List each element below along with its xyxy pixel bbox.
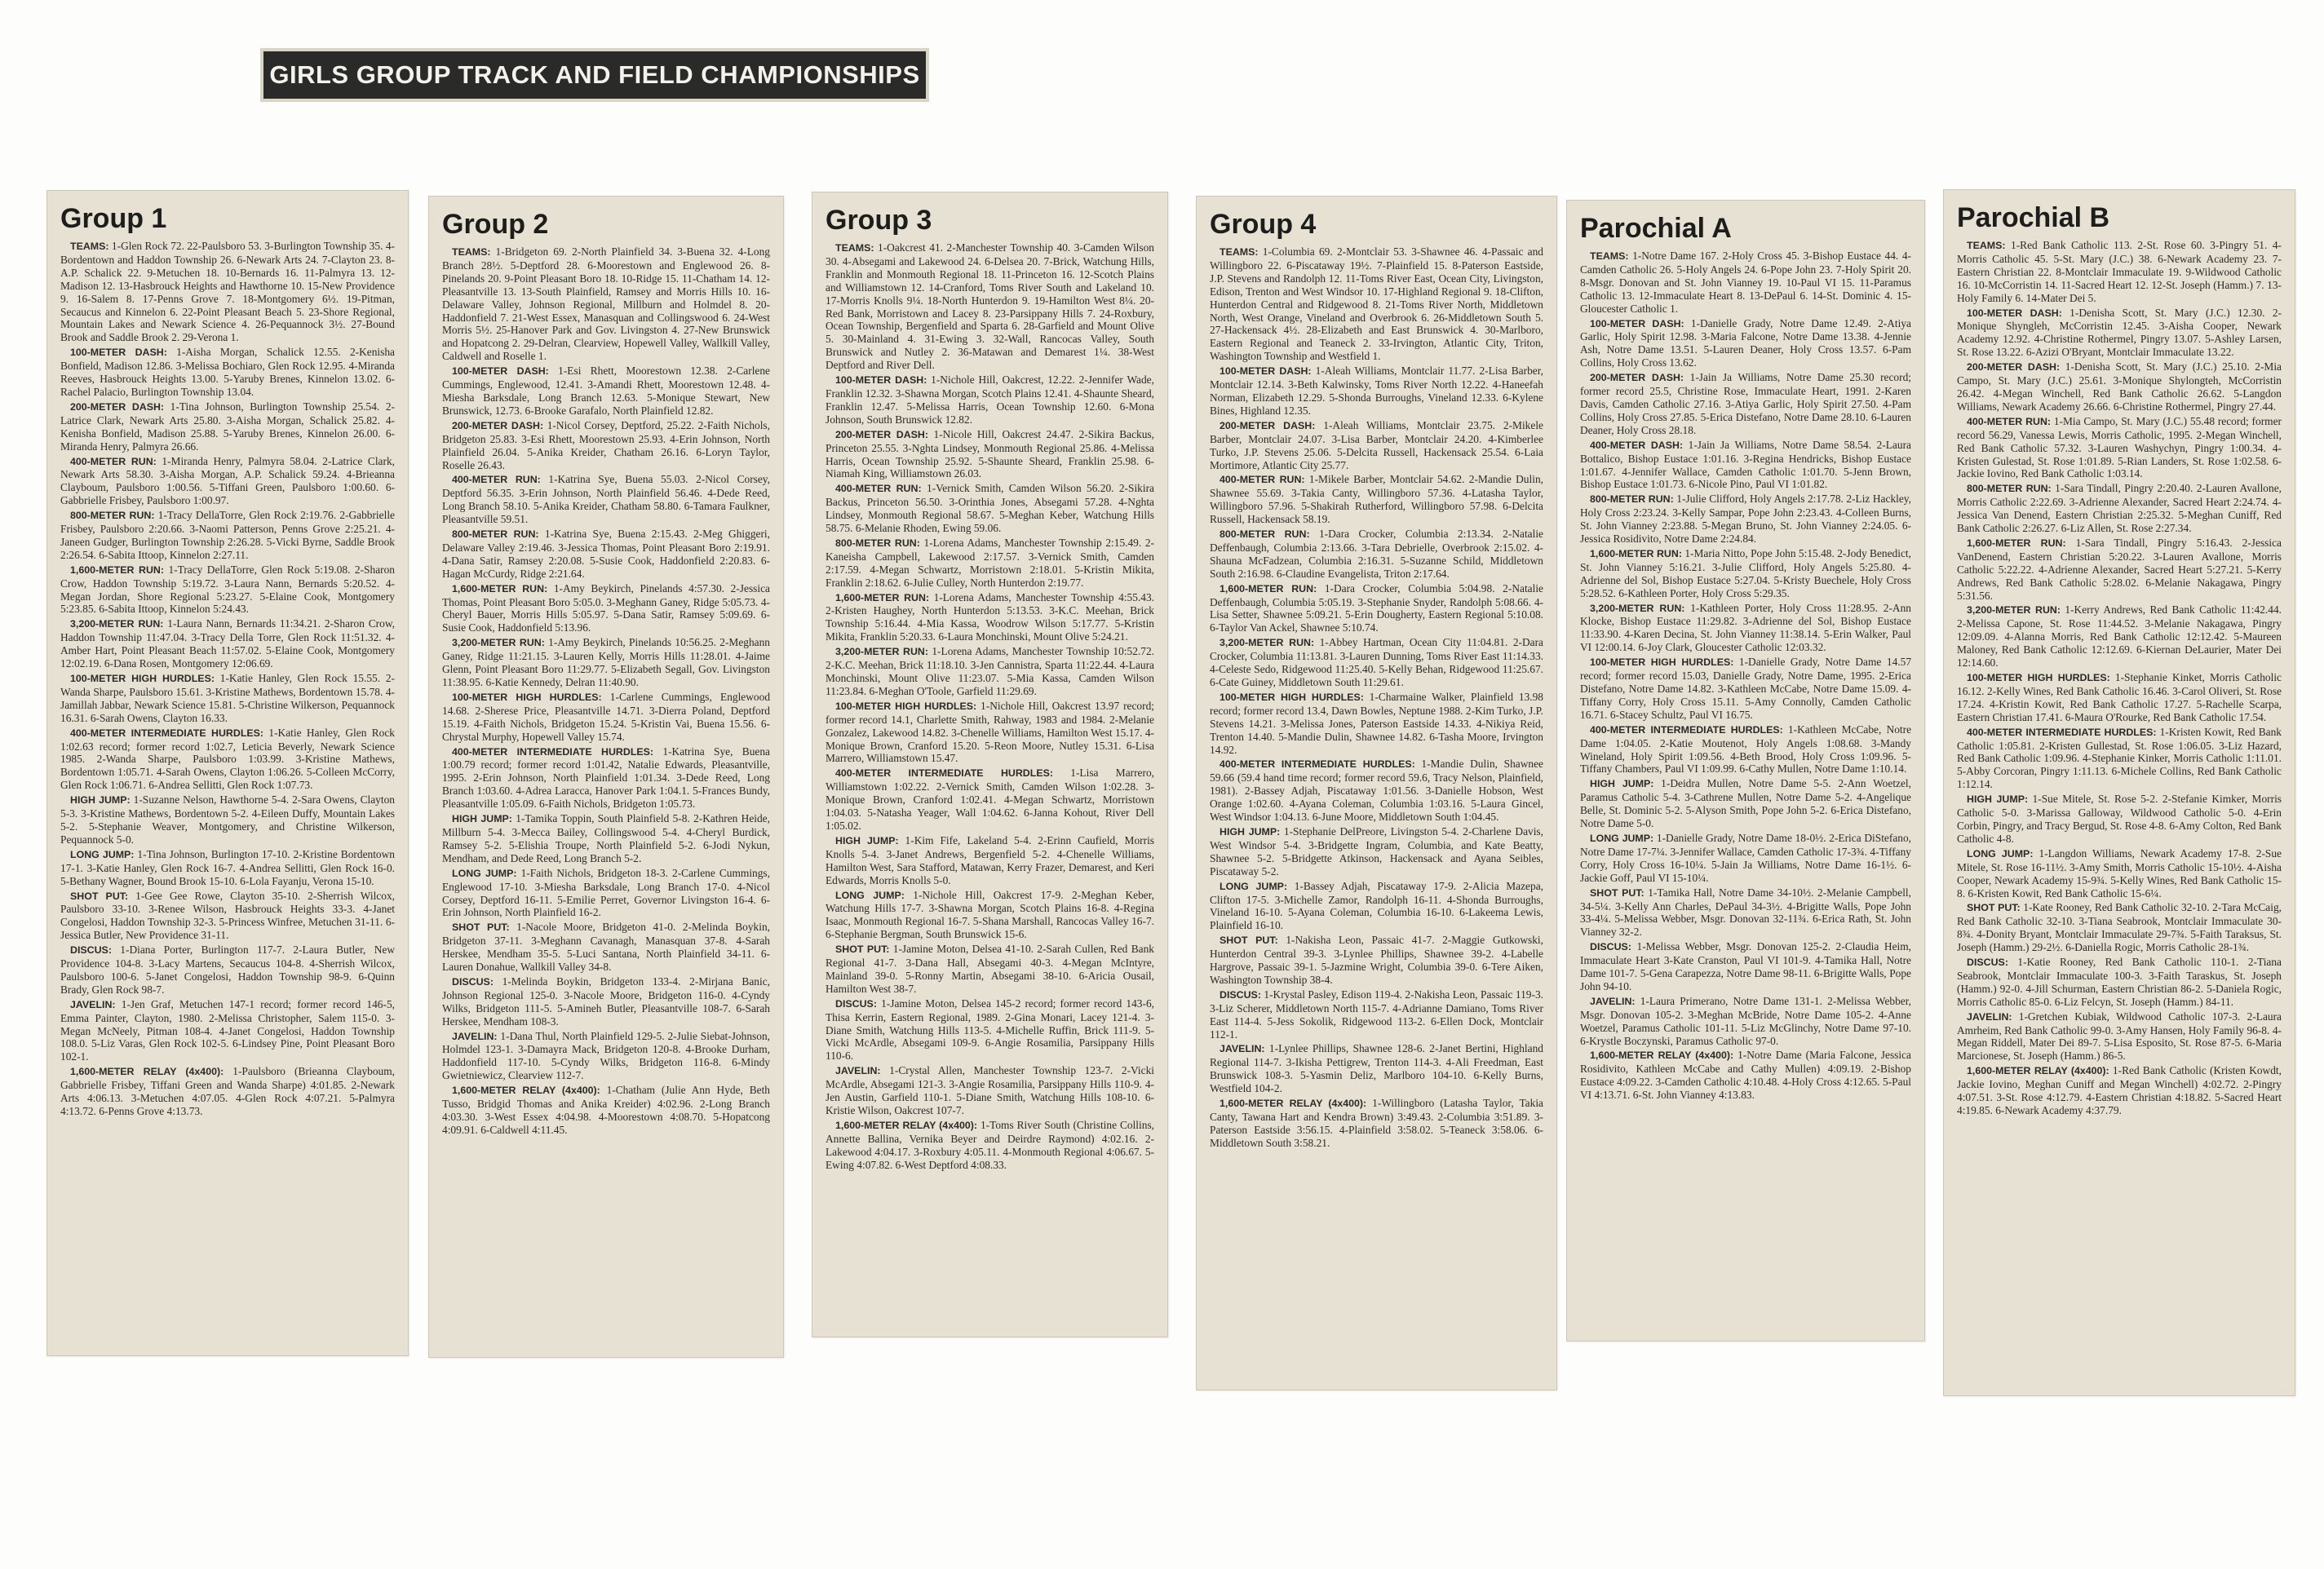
event-results-text: 1-Nicol Corsey, Deptford, 25.22. 2-Faith Nichols, Bridgeton 25.83. 3-Esi Rhett, Moorestown 25.93. 4-Erin Johnson, North Plainfield 26.04. 5-Anika Kreider, Chatham 26.16. 6-Loryn Taylor, Roselle 26.43. bbox=[442, 418, 770, 471]
event-name: 3,200-METER RUN: bbox=[835, 646, 928, 658]
event-name: LONG JUMP: bbox=[1590, 832, 1654, 844]
results-column-group-1 bbox=[46, 190, 409, 1356]
event-result bbox=[826, 482, 1154, 535]
event-results-text: 1-Langdon Williams, Newark Academy 17-8. 2-Sue Mitele, St. Rose 16-11½. 3-Amy Smith, Morris Catholic 15-10½. 4-Aisha Cooper, Newark Academy 15-9¾. 5-Kelly Wines, Red Bank Catholic 15-8. 6-Kristen Kowit, Red Bank Catholic 15-6¼. bbox=[1957, 846, 2282, 899]
event-results-text: 1-Sara Tindall, Pingry 5:16.43. 2-Jessica VanDenend, Eastern Christian 5:20.22. 3-Lauren Avallone, Morris Catholic 5:22.22. 4-Adrienne Alexander, Sacred Heart 5:27.21. 5-Kerry Andrews, Red Bank Catholic 5:28.02. 6-Melanie Nakagawa, Pingry 5:31.56. bbox=[1957, 536, 2282, 602]
event-results-text: 1-Toms River South (Christine Collins, Annette Ballina, Vernika Beyer and Deirdre Raymond) 4:02.16. 2-Lakewood 4:04.17. 3-Roxbury 4:05.11. 4-Monmouth Regional 4:06.67. 5-Ewing 4:07.82. 6-West Deptford 4:08.33. bbox=[826, 1118, 1155, 1171]
event-name: 1,600-METER RELAY (4x400): bbox=[835, 1119, 978, 1131]
event-name: 400-METER RUN: bbox=[835, 483, 922, 495]
event-name: 1,600-METER RELAY (4x400): bbox=[70, 1066, 224, 1078]
event-result bbox=[442, 812, 770, 865]
event-result bbox=[60, 890, 395, 943]
event-result bbox=[60, 564, 395, 617]
event-result bbox=[60, 346, 395, 399]
event-result bbox=[826, 834, 1154, 887]
event-name: 400-METER DASH: bbox=[1590, 439, 1684, 451]
event-results-text: 1-Lisa Marrero, Williamstown 1:02.22. 2-Vernick Smith, Camden Wilson 1:02.28. 3-Monique Brown, Cranford 1:02.41. 4-Megan Schwartz, Morristown 1:04.03. 5-Natasha Yeager, Wall 1:04.62. 6-Janna Kohout, River Dell 1:05.02. bbox=[826, 767, 1155, 832]
event-results-text: 1-Katie Hanley, Glen Rock 15.55. 2-Wanda Sharpe, Paulsboro 15.61. 3-Kristine Mathews, Bordentown 15.78. 4-Jamillah Jabbar, Newark Science 15.81. 5-Christine Wilkerson, Pequannock 16.31. 6-Sarah Owens, Clayton 16.33. bbox=[60, 672, 396, 724]
event-result bbox=[1580, 995, 1911, 1048]
event-results-text: 1-Jamine Moton, Delsea 145-2 record; former record 143-6, Thisa Kerrin, Eastern Regional, 1989. 2-Gina Monari, Lacey 121-4. 3-Diane Smith, Watchung Hills 113-5. 4-Michelle Ruffin, Brick 111-9. 5-Vicki McArdle, Absegami 109-9. 6-Angie Rosamilia, Parsippany Hills 110-6. bbox=[826, 997, 1154, 1063]
event-name: DISCUS: bbox=[452, 975, 494, 988]
event-results-text: 1-Kristen Kowit, Red Bank Catholic 1:05.81. 2-Kristen Gullestad, St. Rose 1:06.05. 3-Liz Hazard, Red Bank Catholic 1:09.96. 4-Stephanie Kinker, Morris Catholic 1:11.01. 5-Abby Corcoran, Pingry 1:11.13. 6-Michele Collins, Red Bank Catholic 1:12.14. bbox=[1957, 725, 2282, 791]
event-results-text: 1-Laura Nann, Bernards 11:34.21. 2-Sharon Crow, Haddon Township 11:47.04. 3-Tracy Della Torre, Glen Rock 11:51.32. 4-Amber Hart, Point Pleasant Beach 11:57.02. 5-Elaine Cook, Montgomery 12:02.19. 6-Dana Rosen, Montgomery 12:06.69. bbox=[60, 617, 395, 670]
event-results-text: 1-Krystal Pasley, Edison 119-4. 2-Nakisha Leon, Passaic 119-3. 3-Liz Scherer, Middletown North 115-7. 4-Adrianne Damiano, Toms River East 114-4. 5-Jess Sokolik, Ridgewood 113-2. 6-Ellen Dock, Montclair 112-1. bbox=[1210, 988, 1543, 1041]
event-result bbox=[60, 848, 395, 888]
event-result bbox=[1210, 758, 1543, 824]
event-results-text: 1-Tracy DellaTorre, Glen Rock 5:19.08. 2-Sharon Crow, Haddon Township 5:19.72. 3-Laura Nann, Bernards 5:20.52. 4-Megan Jordan, Shore Regional 5:23.27. 5-Elaine Cook, Montgomery 5:23.85. 6-Sabita Ittoop, Kinnelon 5:24.43. bbox=[60, 563, 395, 616]
event-result bbox=[442, 365, 770, 418]
event-result bbox=[1957, 671, 2282, 724]
event-name: 1,600-METER RELAY (4x400): bbox=[1590, 1050, 1734, 1062]
event-name: SHOT PUT: bbox=[70, 890, 129, 902]
event-results-text: 1-Tracy DellaTorre, Glen Rock 2:19.76. 2-Gabbrielle Frisbey, Paulsboro 2:20.66. 3-Naomi Patterson, Penns Grove 2:25.21. 4-Janeen Gudger, Burlington Township 2:26.28. 5-Vicki Byrne, Saddle Brook 2:26.54. 6-Sabita Ittoop, Kinnelon 2:27.11. bbox=[60, 509, 395, 561]
event-result bbox=[1210, 636, 1543, 689]
results-text bbox=[60, 240, 395, 1118]
results-column-group-2 bbox=[428, 196, 784, 1358]
event-results-text: 1-Julie Clifford, Holy Angels 2:17.78. 2-Liz Hackley, Holy Cross 2:23.24. 3-Kelly Sampar, Pope John 2:23.43. 4-Colleen Burns, St. John Vianney 2:23.88. 5-Megan Bruno, St. John Vianney 2:24.05. 6-Jessica Rosidivito, Notre Dame 2:24.84. bbox=[1580, 493, 1911, 546]
page-headline: GIRLS GROUP TRACK AND FIELD CHAMPIONSHIPS bbox=[263, 51, 926, 99]
event-name: 1,600-METER RUN: bbox=[1220, 582, 1317, 594]
event-name: LONG JUMP: bbox=[1220, 880, 1288, 892]
event-name: 200-METER DASH: bbox=[1590, 372, 1684, 384]
event-result bbox=[1580, 832, 1911, 885]
event-results-text: 1-Mikele Barber, Montclair 54.62. 2-Mandie Dulin, Shawnee 55.69. 3-Takia Canty, Willingboro 57.36. 4-Latasha Taylor, Willingboro 57.96. 5-Shakirah Rutherford, Willingboro 57.98. 6-Delcita Russell, Hackensack 58.19. bbox=[1210, 473, 1543, 526]
event-results-text: 1-Maria Nitto, Pope John 5:15.48. 2-Jody Benedict, St. John Vianney 5:16.21. 3-Julie Clifford, Holy Angels 5:25.80. 4-Adrienne del Sol, Bishop Eustace 5:27.04. 5-Kristy Buechele, Holy Cross 5:28.52. 6-Kathleen Porter, Holy Cross 5:29.35. bbox=[1580, 546, 1911, 599]
event-name: DISCUS: bbox=[70, 944, 112, 957]
results-text bbox=[826, 241, 1154, 1172]
event-result bbox=[442, 636, 770, 689]
event-result bbox=[1580, 371, 1911, 437]
event-name: 100-METER HIGH HURDLES: bbox=[70, 673, 215, 684]
event-result bbox=[1210, 1097, 1543, 1150]
event-result bbox=[1957, 1064, 2282, 1117]
event-result bbox=[826, 241, 1154, 372]
event-results-text: 1-Mandie Dulin, Shawnee 59.66 (59.4 hand time record; former record 59.6, Tracy Nelson, Plainfield, 1981). 2-Bassey Adjah, Piscataway 1:01.56. 3-Danielle Hobson, West Orange 1:02.60. 4-Ayana Coleman, Columbia 1:03.16. 5-Laura Gincel, West Windsor 1:04.13. 6-June Moore, Middletown South 1:04.45. bbox=[1210, 758, 1543, 824]
event-result bbox=[1580, 317, 1911, 370]
event-result bbox=[442, 245, 770, 363]
event-results-text: 1-Lorena Adams, Manchester Township 10:52.72. 2-K.C. Meehan, Brick 11:18.10. 3-Jen Cannistra, Sparta 11:22.44. 4-Laura Monchinski, Mount Olive 11:23.07. 5-Mia Kassa, Camden Wilson 11:23.84. 6-Meghan O'Toole, Garfield 11:29.69. bbox=[826, 645, 1154, 697]
event-result bbox=[1210, 473, 1543, 526]
event-results-text: 1-Chatham (Julie Ann Hyde, Beth Tusso, Bridgid Thomas and Anika Kreider) 4:02.96. 2-Long Branch 4:03.30. 3-West Essex 4:04.98. 4-Moorestown 4:08.70. 5-Hopatcong 4:09.91. 6-Caldwell 4:11.45. bbox=[442, 1084, 770, 1136]
event-name: 1,600-METER RUN: bbox=[452, 582, 548, 594]
event-results-text: 1-Bridgeton 69. 2-North Plainfield 34. 3-Buena 32. 4-Long Branch 28½. 5-Deptford 28. 6-Moorestown and Englewood 26. 8-Pinelands 20. 9-Point Pleasant Boro 18. 10-Ridge 15. 11-Chatham 14. 12-Pleasantville 13. 13-South Plainfield, Ramsey and Morris Hills 10. 16-Delaware Valley, Johnson Regional, Millburn and Holmdel 8. 20-Haddonfield 7. 21-West Essex, Manasquan and Collingswood 6. 24-West Morris 5½. 25-Hanover Park and Gov. Livingston 4. 27-New Brunswick and Hopatcong 2. 29-Delran, Clearview, Hopewell Valley, Wallkill Valley, Caldwell and Roselle 1. bbox=[442, 245, 770, 363]
event-result bbox=[1210, 1042, 1543, 1095]
event-result bbox=[1957, 1010, 2282, 1063]
event-name: DISCUS: bbox=[1590, 941, 1631, 953]
event-results-text: 1-Jamine Moton, Delsea 41-10. 2-Sarah Cullen, Red Bank Regional 41-7. 3-Dana Hall, Absegami 40-3. 4-Megan McIntyre, Mainland 39-0. 5-Ronny Martin, Absegami 38-10. 6-Aricia Ousail, Hamilton West 38-7. bbox=[826, 943, 1154, 995]
event-name: SHOT PUT: bbox=[452, 922, 510, 934]
event-results-text: 1-Suzanne Nelson, Hawthorne 5-4. 2-Sara Owens, Clayton 5-3. 3-Kristine Mathews, Bordentown 5-2. 4-Eileen Duffy, Mountain Lakes 5-2. 5-Stephanie Weaver, Montgomery, and Christine Wilkerson, Pequannock 5-0. bbox=[60, 793, 395, 846]
event-name: TEAMS: bbox=[452, 246, 491, 258]
event-results-text: 1-Jain Ja Williams, Notre Dame 25.30 record; former record 25.5, Christine Rose, Immaculate Heart, 1991. 2-Karen Davis, Camden Catholic 27.16. 3-Atiya Garlic, Holy Spirit 27.50. 4-Pam Collins, Holy Cross 27.85. 5-Erica Distefano, Notre Dame 28.10. 6-Lauren Deaner, Holy Cross 28.18. bbox=[1580, 371, 1911, 436]
event-result bbox=[1957, 726, 2282, 792]
event-name: 1,600-METER RUN: bbox=[1590, 547, 1682, 559]
event-result bbox=[60, 944, 395, 997]
results-column-parochial-b bbox=[1943, 189, 2295, 1396]
event-result bbox=[1957, 239, 2282, 305]
event-name: LONG JUMP: bbox=[1967, 847, 2034, 860]
event-name: 400-METER RUN: bbox=[70, 455, 157, 467]
event-result bbox=[826, 943, 1154, 996]
event-name: SHOT PUT: bbox=[1590, 886, 1645, 899]
event-results-text: 1-Lorena Adams, Manchester Township 4:55.43. 2-Kristen Haughey, North Hunterdon 5:13.53. 3-K.C. Meehan, Brick Township 5:16.44. 4-Mia Kassa, Woodrow Wilson 5:17.77. 5-Kristin Mikita, Franklin 5:20.33. 6-Laura Monchinski, Mount Olive 5:24.21. bbox=[826, 590, 1154, 643]
event-name: 100-METER HIGH HURDLES: bbox=[1967, 672, 2110, 683]
event-name: 800-METER RUN: bbox=[1220, 528, 1310, 541]
event-name: 200-METER DASH: bbox=[1220, 419, 1316, 431]
event-results-text: 1-Nacole Moore, Bridgeton 41-0. 2-Melinda Boykin, Bridgeton 37-11. 3-Meghann Cavanagh, Manasquan 37-8. 4-Sarah Herskee, Mendham 35-5. 5-Luci Santana, North Plainfield 34-11. 6-Lauren Donahue, Wallkill Valley 34-8. bbox=[442, 921, 770, 974]
column-title: Parochial B bbox=[1957, 202, 2110, 233]
results-column-group-3 bbox=[812, 192, 1168, 1337]
event-name: 100-METER HIGH HURDLES: bbox=[1590, 656, 1734, 669]
event-results-text: 1-Melissa Webber, Msgr. Donovan 125-2. 2-Claudia Heim, Immaculate Heart 3-Kate Cranston, Paul VI 101-9. 4-Tamika Hall, Notre Dame 101-7. 5-Gena Carapezza, Notre Dame 98-11. 6-Brigitte Walls, Pope John 94-10. bbox=[1580, 940, 1911, 992]
event-name: 3,200-METER RUN: bbox=[70, 618, 164, 630]
event-name: 3,200-METER RUN: bbox=[1220, 637, 1315, 649]
event-result bbox=[1957, 482, 2282, 535]
event-result bbox=[442, 921, 770, 974]
event-results-text: 1-Esi Rhett, Moorestown 12.38. 2-Carlene Cummings, Englewood, 12.41. 3-Amandi Rhett, Moorestown 12.48. 4-Miesha Barksdale, Long Branch 12.63. 5-Monique Stewart, New Brunswick, 12.73. 6-Brooke Garafalo, North Plainfield 12.82. bbox=[442, 365, 770, 417]
event-name: DISCUS: bbox=[1220, 988, 1261, 1001]
event-result bbox=[1957, 901, 2282, 954]
event-result bbox=[442, 867, 770, 920]
event-results-text: 1-Willingboro (Latasha Taylor, Takia Canty, Tawana Hart and Kendra Brown) 3:49.43. 2-Columbia 3:51.89. 3-Paterson Eastside 3:56.15. 4-Plainfield 3:58.02. 5-Teaneck 3:58.06. 6-Middletown South 3:58.21. bbox=[1210, 1097, 1543, 1149]
event-name: 800-METER RUN: bbox=[1967, 483, 2052, 495]
event-result bbox=[826, 591, 1154, 644]
event-result bbox=[442, 528, 770, 581]
event-results-text: 1-Stephanie DelPreore, Livingston 5-4. 2-Charlene Davis, West Windsor 5-4. 3-Bridgette Ingram, Columbia, and Kate Beatty, Shawnee 5-2. 5-Bridgette Atkinson, Hackensack and Ayana Seibles, Piscataway 5-2. bbox=[1210, 824, 1543, 877]
event-results-text: 1-Lynlee Phillips, Shawnee 128-6. 2-Janet Bertini, Highland Regional 114-7. 3-Ikisha Pettigrew, Trenton 114-3. 4-Ali Freedman, East Brunswick 108-3. 5-Yasmin Deliz, Marlboro 104-10. 6-Kelly Burns, Westfield 104-2. bbox=[1210, 1042, 1543, 1095]
event-name: 400-METER INTERMEDIATE HURDLES: bbox=[835, 767, 1053, 780]
event-result bbox=[442, 1084, 770, 1137]
event-name: 100-METER DASH: bbox=[452, 365, 549, 378]
event-name: HIGH JUMP: bbox=[452, 813, 512, 825]
event-name: JAVELIN: bbox=[452, 1030, 498, 1042]
event-result bbox=[442, 975, 770, 1028]
event-result bbox=[1957, 956, 2282, 1009]
event-name: 100-METER HIGH HURDLES: bbox=[452, 691, 602, 703]
event-results-text: 1-Kerry Andrews, Red Bank Catholic 11:42.44. 2-Melissa Capone, St. Rose 11:44.52. 3-Melanie Nakagawa, Pingry 12:09.09. 4-Alanna Morris, Red Bank Catholic 12:12.42. 5-Maureen Maloney, Red Bank Catholic 12:12.69. 6-Kiernan DeLaurier, Mater Dei 12:14.60. bbox=[1957, 603, 2282, 670]
event-result bbox=[1580, 886, 1911, 939]
event-result bbox=[1580, 777, 1911, 830]
event-name: TEAMS: bbox=[835, 242, 874, 254]
results-text bbox=[1580, 250, 1911, 1102]
event-results-text: 1-Miranda Henry, Palmyra 58.04. 2-Latrice Clark, Newark Arts 58.30. 3-Aisha Morgan, A.P. Schalick 59.24. 4-Brieanna Clayboum, Paulsboro 1:00.56. 5-Tiffani Green, Paulsboro 1:00.60. 6-Gabbrielle Frisbey, Paulsboro 1:00.97. bbox=[60, 454, 395, 507]
event-name: 200-METER DASH: bbox=[835, 428, 928, 440]
event-result bbox=[60, 793, 395, 846]
event-name: 400-METER RUN: bbox=[1220, 474, 1305, 486]
event-result bbox=[1210, 582, 1543, 635]
event-result bbox=[1580, 940, 1911, 993]
event-results-text: 1-Gretchen Kubiak, Wildwood Catholic 107-3. 2-Laura Amrheim, Red Bank Catholic 99-0. 3-Amy Hansen, Holy Family 96-8. 4-Megan Riddell, Mater Dei 89-7. 5-Lisa Esposito, St. Rose 87-5. 6-Maria Marcionese, St. Joseph (Hamm.) 86-5. bbox=[1957, 1010, 2282, 1063]
event-result bbox=[1210, 880, 1543, 933]
event-name: HIGH JUMP: bbox=[1967, 793, 2029, 806]
event-result bbox=[60, 509, 395, 562]
event-results-text: 1-Nicole Hill, Oakcrest 24.47. 2-Sikira Backus, Princeton 25.55. 3-Nghta Lindsey, Monmouth Regional 25.86. 4-Melissa Harris, Ocean Township 25.92. 5-Shaunte Sheard, Franklin 25.98. 6-Niamah King, Williamstown 26.03. bbox=[826, 427, 1154, 480]
results-column-parochial-a bbox=[1566, 200, 1925, 1341]
event-name: DISCUS: bbox=[1967, 957, 2008, 969]
event-result bbox=[1580, 1049, 1911, 1102]
event-result bbox=[1957, 307, 2282, 360]
event-name: TEAMS: bbox=[70, 241, 109, 252]
event-name: 400-METER INTERMEDIATE HURDLES: bbox=[70, 727, 264, 739]
event-result bbox=[1210, 245, 1543, 363]
event-results-text: 1-Katrina Sye, Buena 1:00.79 record; former record 1:01.42, Natalie Edwards, Pleasantville, 1995. 2-Erin Johnson, North Plainfield 1:01.34. 3-Dede Reed, Long Branch 1:03.60. 4-Adrea Laracca, Hanover Park 1:04.1. 5-Frances Bundy, Pleasantville 1:05.09. 6-Faith Nichols, Bridgeton 1:05.73. bbox=[442, 745, 770, 811]
event-result bbox=[1957, 415, 2282, 481]
event-results-text: 1-Faith Nichols, Bridgeton 18-3. 2-Carlene Cummings, Englewood 17-10. 3-Miesha Barksdale, Long Branch 17-0. 4-Nicol Corsey, Deptford 16-11. 5-Emilie Perret, Governor Livingston 16-4. 6-Erin Johnson, North Plainfield 16-2. bbox=[442, 866, 770, 919]
event-name: 100-METER DASH: bbox=[70, 347, 167, 359]
event-results-text: 1-Deidra Mullen, Notre Dame 5-5. 2-Ann Woetzel, Paramus Catholic 5-4. 3-Cathrene Mullen, Notre Dame 5-2. 4-Angelique Belle, St. Dominic 5-2. 5-Alyson Smith, Pope John 5-2. 6-Erica Distefano, Notre Dame 5-0. bbox=[1580, 777, 1911, 830]
event-results-text: 1-Glen Rock 72. 22-Paulsboro 53. 3-Burlington Township 35. 4-Bordentown and Haddon Township 26. 6-Newark Arts 24. 7-Clayton 23. 8-A.P. Schalick 22. 9-Metuchen 18. 10-Bernards 16. 11-Palmyra 13. 12-Madison 12. 13-Hasbrouck Heights and Hawthorne 10. 15-New Providence 9. 16-Salem 8. 17-Penns Grove 7. 18-Montgomery 6½. 19-Pitman, Secaucus and Kinnelon 6. 22-Point Pleasant Beach 5. 23-Shore Regional, Mountain Lakes and Newark Science 4. 26-Pequannock 3½. 27-Bound Brook and Saddle Brook 2. 29-Verona 1. bbox=[60, 240, 395, 344]
event-results-text: 1-Amy Beykirch, Pinelands 10:56.25. 2-Meghann Ganey, Ridge 11:21.15. 3-Lauren Kelly, Morris Hills 11:28.01. 4-Jaime Glenn, Point Pleasant Boro 11:29.77. 5-Elizabeth Segall, Gov. Livingston 11:38.95. 6-Katie Kennedy, Delran 11:40.90. bbox=[442, 636, 770, 688]
event-results-text: 1-Diana Porter, Burlington 117-7. 2-Laura Butler, New Providence 104-8. 3-Lacy Martens, Secaucus 104-8. 4-Sherrish Wilcox, Paulsboro 100-6. 5-Janet Congelosi, Haddon Township 98-9. 6-Quinn Brady, Glen Rock 98-7. bbox=[60, 944, 395, 996]
event-results-text: 1-Laura Primerano, Notre Dame 131-1. 2-Melissa Webber, Msgr. Donovan 105-2. 3-Meghan McBride, Notre Dame 105-2. 4-Anne Woetzel, Paramus Catholic 101-11. 5-Liz McGlinchy, Notre Dame 97-10. 6-Krystle Boczynski, Paramus Catholic 97-0. bbox=[1580, 994, 1911, 1047]
event-result bbox=[1957, 603, 2282, 670]
event-result bbox=[60, 998, 395, 1064]
event-result bbox=[442, 691, 770, 744]
event-result bbox=[1580, 439, 1911, 492]
event-result bbox=[442, 473, 770, 526]
event-name: 3,200-METER RUN: bbox=[1967, 604, 2061, 617]
event-name: JAVELIN: bbox=[70, 998, 116, 1010]
column-title: Group 1 bbox=[60, 203, 167, 234]
event-result bbox=[1210, 419, 1543, 472]
event-name: SHOT PUT: bbox=[1220, 935, 1278, 947]
event-results-text: 1-Bassey Adjah, Piscataway 17-9. 2-Alicia Mazepa, Clifton 17-5. 3-Michelle Zamor, Randolph 16-11. 4-Shonda Burroughs, Vineland 16-10. 5-Ayana Coleman, Columbia 16-10. 6-Lakeema Lewis, Plainfield 16-10. bbox=[1210, 879, 1543, 932]
event-results-text: 1-Denisha Scott, St. Mary (J.C.) 12.30. 2-Monique Shyngleh, McCorristin 12.45. 3-Aisha Cooper, Newark Academy 12.92. 4-Christine Rothermel, Pingry 13.07. 5-Ashley Larsen, St. Rose 13.22. 6-Azizi O'Bryant, Montclair Immaculate 13.22. bbox=[1957, 306, 2282, 359]
event-results-text: 1-Gee Gee Rowe, Clayton 35-10. 2-Sherrish Wilcox, Paulsboro 33-10. 3-Renee Wilson, Hasbrouck Heights 33-3. 4-Janet Congelosi, Haddon Township 32-3. 5-Princess Winfree, Metuchen 31-11. 6-Jessica Butler, New Providence 31-11. bbox=[60, 889, 395, 942]
event-result bbox=[60, 400, 395, 453]
event-name: 100-METER DASH: bbox=[1590, 317, 1684, 329]
column-title: Group 4 bbox=[1210, 209, 1317, 240]
event-result bbox=[1210, 825, 1543, 878]
results-text bbox=[1210, 245, 1543, 1150]
event-name: 1,600-METER RELAY (4x400): bbox=[1220, 1098, 1367, 1110]
event-results-text: 1-Paulsboro (Brieanna Clayboum, Gabbrielle Frisbey, Tiffani Green and Wanda Sharpe) 4:01.85. 2-Newark Arts 4:06.13. 3-Metuchen 4:07.05. 4-Glen Rock 4:07.21. 5-Palmyra 4:13.72. 6-Penns Grove 4:13.73. bbox=[60, 1065, 395, 1117]
event-name: 3,200-METER RUN: bbox=[452, 637, 545, 649]
event-result bbox=[442, 419, 770, 472]
event-name: JAVELIN: bbox=[835, 1065, 881, 1077]
event-result bbox=[1580, 250, 1911, 316]
event-name: 800-METER RUN: bbox=[452, 528, 539, 541]
event-results-text: 1-Danielle Grady, Notre Dame 14.57 record; former record 15.03, Danielle Grady, Notre Dame, 1995. 2-Erica Distefano, Notre Dame 14.82. 3-Kathleen McCabe, Notre Dame 15.09. 4-Tiffany Corry, Holy Cross 15.11. 5-Amy Connolly, Camden Catholic 16.71. 6-Stacey Schultz, Paul VI 16.75. bbox=[1580, 656, 1912, 721]
event-results-text: 1-Aisha Morgan, Schalick 12.55. 2-Kenisha Bonfield, Madison 12.86. 3-Melissa Bochiaro, Glen Rock 12.95. 4-Miranda Reeves, Hasbrouck Heights 13.00. 5-Yaruby Brenes, Kinnelon 13.02. 6-Rachel Palacio, Burlington Township 13.04. bbox=[60, 346, 395, 398]
event-result bbox=[442, 1030, 770, 1083]
event-results-text: 1-Tina Johnson, Burlington Township 25.54. 2-Latrice Clark, Newark Arts 25.80. 3-Aisha Morgan, Schalick 25.82. 4-Kenisha Bonfield, Madison 25.88. 5-Yaruby Brenes, Kinnelon 26.00. 6-Miranda Henry, Palmyra 26.66. bbox=[60, 400, 395, 453]
event-results-text: 1-Stephanie Kinket, Morris Catholic 16.12. 2-Kelly Wines, Red Bank Catholic 16.46. 3-Carol Oliveri, St. Rose 17.24. 4-Kristin Kowit, Red Bank Catholic 17.27. 5-Rachelle Scarpa, Eastern Christian 17.41. 6-Maura O'Rourke, Red Bank Catholic 17.54. bbox=[1957, 671, 2282, 723]
event-results-text: 1-Charmaine Walker, Plainfield 13.98 record; former record 13.4, Dawn Bowles, Neptune 1988. 2-Kim Turko, J.P. Stevens 14.21. 3-Melissa Jones, Paterson Eastside 14.33. 4-Nikiya Reid, Trenton 14.40. 5-Mandie Dulin, Shawnee 14.82. 6-Tasha Moore, Irvington 14.92. bbox=[1210, 690, 1543, 756]
event-result bbox=[1957, 537, 2282, 603]
event-results-text: 1-Kathleen McCabe, Notre Dame 1:04.05. 2-Katie Moutenot, Holy Angels 1:08.68. 3-Mandy Wineland, Holy Spirit 1:09.56. 4-Beth Brood, Holy Cross 1:09.96. 5-Tiffany Chambers, Paul VI 1:09.99. 6-Cathy Mullen, Notre Dame 1:10.14. bbox=[1580, 723, 1912, 776]
event-result bbox=[1210, 528, 1543, 581]
event-result bbox=[826, 767, 1154, 833]
event-name: 200-METER DASH: bbox=[70, 400, 165, 413]
column-title: Group 3 bbox=[826, 205, 932, 236]
event-results-text: 1-Danielle Grady, Notre Dame 12.49. 2-Atiya Garlic, Holy Spirit 12.98. 3-Maria Falcone, Notre Dame 13.38. 4-Jennie Ash, Notre Dame 13.51. 5-Lauren Deaner, Holy Cross 13.57. 6-Pam Collins, Holy Cross 13.62. bbox=[1580, 316, 1911, 369]
event-name: 100-METER HIGH HURDLES: bbox=[1220, 691, 1364, 703]
event-name: 800-METER RUN: bbox=[835, 537, 920, 549]
event-name: 400-METER INTERMEDIATE HURDLES: bbox=[1590, 723, 1783, 736]
event-results-text: 1-Columbia 69. 2-Montclair 53. 3-Shawnee 46. 4-Passaic and Willingboro 22. 6-Piscataway 19½. 7-Plainfield 15. 8-Paterson Eastside, J.P. Stevens and Randolph 12. 11-Toms River East, Ocean City, Livingston, Edison, Trenton and West Windsor 10. 17-Highland Regional 9. 18-Clifton, Hunterdon Central and Ridgewood 8. 21-Toms River North, Middletown North, West Orange, Vineland and Overbrook 6. 26-Middletown South 5. 27-Hackensack 4½. 28-Elizabeth and East Brunswick 4. 30-Marlboro, Eastern Regional and Teaneck 2. 33-Irvington, Atlantic City, Triton, Washington Township and Westfield 1. bbox=[1210, 245, 1543, 363]
event-name: TEAMS: bbox=[1220, 246, 1259, 258]
event-name: JAVELIN: bbox=[1220, 1043, 1265, 1055]
event-results-text: 1-Red Bank Catholic 113. 2-St. Rose 60. 3-Pingry 51. 4-Morris Catholic 45. 5-St. Mary (J.C.) 38. 6-Newark Academy 23. 7-Eastern Christian 22. 8-Montclair Immaculate 19. 9-Wildwood Catholic 16. 10-McCorristin 14. 11-Sacred Heart 12. 12-St. Joseph (Hamm.) 7. 13-Holy Family 6. 14-Mater Dei 5. bbox=[1957, 239, 2282, 304]
event-name: 100-METER DASH: bbox=[1220, 365, 1312, 378]
event-result bbox=[826, 428, 1154, 481]
column-title: Group 2 bbox=[442, 209, 549, 240]
event-name: 200-METER DASH: bbox=[1967, 361, 2061, 373]
event-name: HIGH JUMP: bbox=[1220, 825, 1281, 838]
event-results-text: 1-Nichole Hill, Oakcrest 17-9. 2-Meghan Keber, Watchung Hills 17-7. 3-Shawna Morgan, Scotch Plains 16-8. 4-Regina Isaac, Monmouth Regional 16-7. 5-Shana Marshall, Rancocas Valley 16-7. 6-Stephanie Bergman, South Brunswick 15-6. bbox=[826, 888, 1154, 941]
event-result bbox=[826, 1119, 1154, 1172]
event-results-text: 1-Red Bank Catholic (Kristen Kowdt, Jackie Iovino, Meghan Cuniff and Megan Winchell) 4:02.72. 2-Pingry 4:07.51. 3-St. Rose 4:12.79. 4-Eastern Christian 4:18.82. 5-Sacred Heart 4:19.85. 6-Newark Academy 4:37.79. bbox=[1957, 1064, 2282, 1116]
event-result bbox=[1957, 847, 2282, 900]
event-result bbox=[60, 240, 395, 344]
event-results-text: 1-Melinda Boykin, Bridgeton 133-4. 2-Mirjana Banic, Johnson Regional 125-0. 3-Nacole Moore, Bridgeton 116-0. 4-Cyndy Wilks, Bridgeton 111-5. 5-Amineh Butler, Pleasantville 108-7. 6-Sarah Herskee, Mendham 108-3. bbox=[442, 975, 770, 1028]
event-results-text: 1-Katrina Sye, Buena 2:15.43. 2-Meg Ghiggeri, Delaware Valley 2:19.46. 3-Jessica Thomas, Point Pleasant Boro 2:19.91. 4-Dana Satir, Ramsey 2:20.08. 5-Susie Cook, Haddonfield 2:20.83. 6-Hagan McCurdy, Ridge 2:21.64. bbox=[442, 528, 770, 580]
event-result bbox=[826, 889, 1154, 942]
event-results-text: 1-Nichole Hill, Oakcrest 13.97 record; former record 14.1, Charlette Smith, Rahway, 1983 and 1984. 2-Melanie Gonzalez, Lakewood 14.82. 3-Chenelle Williams, Hamilton West 15.17. 4-Monique Brown, Cranford 15.20. 5-Reon Moore, Nutley 15.31. 6-Lisa Marrero, Williamstown 15.47. bbox=[826, 699, 1155, 765]
event-name: HIGH JUMP: bbox=[835, 834, 899, 846]
event-name: 800-METER RUN: bbox=[1590, 493, 1674, 506]
event-results-text: 1-Sue Mitele, St. Rose 5-2. 2-Stefanie Kimker, Morris Catholic 5-0. 3-Marissa Galloway, Wildwood Catholic 5-0. 4-Erin Corbin, Pingry, and Tracy Bergud, St. Rose 4-8. 6-Amy Colton, Red Bank Catholic 4-8. bbox=[1957, 793, 2282, 845]
event-result bbox=[1580, 493, 1911, 546]
event-result bbox=[826, 645, 1154, 698]
event-result bbox=[1580, 602, 1911, 655]
event-results-text: 1-Mia Campo, St. Mary (J.C.) 55.48 record; former record 56.29, Vanessa Lewis, Morris Catholic, 1995. 2-Megan Winchell, Red Bank Catholic 57.32. 3-Lauren Washychyn, Pingry 1:00.34. 4-Kristen Gulestad, St. Rose 1:01.89. 5-Rian Landers, St. Rose 1:02.58. 6-Jackie Iovino, Red Bank Catholic 1:03.14. bbox=[1957, 414, 2282, 480]
results-text bbox=[1957, 239, 2282, 1117]
event-results-text: 1-Vernick Smith, Camden Wilson 56.20. 2-Sikira Backus, Princeton 56.50. 3-Orinthia Jones, Absegami 57.28. 4-Nghta Lindsey, Monmouth Regional 58.67. 5-Meghan Keber, Watchung Hills 58.75. 6-Melanie Rhoden, Ewing 59.06. bbox=[826, 482, 1154, 535]
event-result bbox=[442, 582, 770, 635]
event-result bbox=[826, 1064, 1154, 1117]
event-name: 1,600-METER RELAY (4x400): bbox=[1967, 1065, 2109, 1077]
event-results-text: 1-Dara Crocker, Columbia 5:04.98. 2-Natalie Deffenbaugh, Columbia 5:05.19. 3-Stephanie Snyder, Randolph 5:08.66. 4-Lisa Setter, Shawnee 5:09.21. 5-Erin Dougherty, Eastern Regional 5:10.08. 6-Taylor Van Ackel, Shawnee 5:10.74. bbox=[1210, 581, 1543, 634]
event-result bbox=[826, 997, 1154, 1063]
event-result bbox=[1580, 723, 1911, 776]
event-result bbox=[826, 537, 1154, 590]
event-name: 100-METER HIGH HURDLES: bbox=[835, 700, 977, 712]
event-result bbox=[60, 455, 395, 508]
event-result bbox=[60, 1065, 395, 1118]
event-name: 400-METER RUN: bbox=[1967, 415, 2052, 427]
event-results-text: 1-Nichole Hill, Oakcrest, 12.22. 2-Jennifer Wade, Franklin 12.32. 3-Shawna Morgan, Scotch Plains 12.41. 4-Shaunte Sheard, Franklin 12.47. 5-Melissa Harris, Ocean Township 12.60. 6-Mona Johnson, South Brunswick 12.82. bbox=[826, 373, 1154, 426]
event-results-text: 1-Tina Johnson, Burlington 17-10. 2-Kristine Bordentown 17-1. 3-Katie Hanley, Glen Rock 16-7. 4-Andrea Sellitti, Glen Rock 16-0. 5-Bethany Wagner, Bound Brook 15-10. 6-Lola Fayanju, Verona 15-10. bbox=[60, 847, 395, 887]
event-name: 1,600-METER RUN: bbox=[835, 591, 930, 603]
event-name: JAVELIN: bbox=[1590, 995, 1636, 1007]
event-result bbox=[1957, 793, 2282, 846]
event-name: LONG JUMP: bbox=[835, 889, 905, 901]
event-result bbox=[1580, 547, 1911, 600]
event-result bbox=[1580, 656, 1911, 722]
event-results-text: 1-Aleah Williams, Montclair 11.77. 2-Lisa Barber, Montclair 12.14. 3-Beth Kalwinsky, Toms River North 12.22. 4-Haneefah Norman, Elizabeth 12.29. 5-Shonda Burroughs, Vineland 12.33. 6-Kylene Bines, Highland 12.35. bbox=[1210, 365, 1543, 417]
event-name: LONG JUMP: bbox=[452, 867, 517, 879]
event-results-text: 1-Jen Graf, Metuchen 147-1 record; former record 146-5, Emma Painter, Clayton, 1980. 2-Melissa Christopher, Salem 115-0. 3-Megan McNeely, Pitman 108-4. 4-Janet Congelosi, Haddon Township 108.0. 5-Liz Varas, Glen Rock 102-5. 6-Lindsey Pine, Point Pleasant Boro 102-1. bbox=[60, 997, 395, 1063]
event-result bbox=[60, 617, 395, 670]
event-results-text: 1-Katrina Sye, Buena 55.03. 2-Nicol Corsey, Deptford 56.35. 3-Erin Johnson, North Plainfield 56.46. 4-Dede Reed, Long Branch 58.10. 5-Anika Kreider, Chatham 58.80. 6-Tamara Faulkner, Pleasantville 59.51. bbox=[442, 473, 770, 526]
event-result bbox=[60, 727, 395, 793]
event-results-text: 1-Kim Fife, Lakeland 5-4. 2-Erinn Caufield, Morris Knolls 5-4. 3-Janet Andrews, Bergenfield 5-2. 4-Chenelle Williams, Hamilton West, Sara Stafford, Matawan, Kerry Frazer, Demarest, and Keri Edwards, Morris Knolls 5-0. bbox=[826, 833, 1154, 886]
event-result bbox=[826, 373, 1154, 427]
event-results-text: 1-Katie Hanley, Glen Rock 1:02.63 record; former record 1:02.7, Leticia Beverly, Newark Science 1985. 2-Wanda Sharpe, Paulsboro 1:03.99. 3-Kristine Mathews, Bordentown 1:05.71. 4-Sarah Owens, Clayton 1:06.26. 5-Colleen McCorry, Glen Rock 1:06.71. 6-Andrea Sellitti, Glen Rock 1:07.73. bbox=[60, 726, 396, 792]
event-results-text: 1-Crystal Allen, Manchester Township 123-7. 2-Vicki McArdle, Absegami 121-3. 3-Angie Rosamilia, Parsippany Hills 110-9. 4-Jen Austin, Garfield 110-1. 5-Diane Smith, Watchung Hills 108-10. 6-Kristie Wilson, Oakcrest 107-7. bbox=[826, 1064, 1154, 1116]
event-results-text: 1-Sara Tindall, Pingry 2:20.40. 2-Lauren Avallone, Morris Catholic 2:22.69. 3-Adrienne Alexander, Sacred Heart 2:24.74. 4-Jessica Van Denend, Eastern Christian 2:25.32. 5-Meghan Cuniff, Red Bank Catholic 2:26.27. 6-Liz Allen, St. Rose 2:27.34. bbox=[1957, 482, 2282, 535]
event-result bbox=[1210, 934, 1543, 987]
event-name: 400-METER INTERMEDIATE HURDLES: bbox=[452, 745, 654, 758]
event-results-text: 1-Kate Rooney, Red Bank Catholic 32-10. 2-Tara McCaig, Red Bank Catholic 32-10. 3-Tiana Seabrook, Montclair Immaculate 30-8¾. 4-Donity Bryant, Montclair Immaculate 29-7¾. 5-Faith Taraksus, St. Joseph (Hamm.) 29-2½. 6-Daniella Rogic, Morris Catholic 28-1¾. bbox=[1957, 901, 2282, 954]
event-name: SHOT PUT: bbox=[835, 944, 890, 956]
event-name: TEAMS: bbox=[1967, 240, 2006, 251]
event-results-text: 1-Nakisha Leon, Passaic 41-7. 2-Maggie Gutkowski, Hunterdon Central 39-3. 3-Lynlee Phillips, Shawnee 39-2. 4-Labelle Hargrove, Passaic 39-1. 5-Jazmine Wright, Columbia 39-0. 6-Tere Aiken, Washington Township 38-4. bbox=[1210, 934, 1543, 986]
event-name: 400-METER INTERMEDIATE HURDLES: bbox=[1220, 758, 1415, 771]
event-results-text: 1-Oakcrest 41. 2-Manchester Township 40. 3-Camden Wilson 30. 4-Absegami and Lakewood 24. 6-Delsea 20. 7-Brick, Watchung Hills, Franklin and Monmouth Regional 18. 11-Princeton 16. 12-Scotch Plains and Williamstown 12. 14-Cranford, Toms River South and Lakeland 10. 17-Morris Knolls 9¼. 18-North Hunterdon 9. 19-Hamilton West 8¼. 20-Red Bank, Morristown and Lacey 8. 23-Parsippany Hills 7. 24-Roxbury, Ocean Township, Bergenfield and Sparta 6. 28-Garfield and Mount Olive 5. 30-Mainland 4. 31-Ewing 3. 32-Wall, Rancocas Valley, South Brunswick and Nutley 2. 36-Matawan and Demarest 1¼. 38-West Deptford and River Dell. bbox=[826, 241, 1154, 372]
event-results-text: 1-Kathleen Porter, Holy Cross 11:28.95. 2-Ann Klocke, Bishop Eustace 11:29.82. 3-Adrienne del Sol, Bishop Eustace 11:33.90. 4-Karen Decina, St. John Vianney 11:38.14. 5-Erin Walker, Paul VI 12:00.14. 6-Joy Clark, Gloucester Catholic 12:03.32. bbox=[1580, 601, 1911, 654]
event-name: HIGH JUMP: bbox=[1590, 778, 1654, 790]
event-name: DISCUS: bbox=[835, 997, 877, 1010]
column-title: Parochial A bbox=[1580, 213, 1732, 244]
event-results-text: 1-Katie Rooney, Red Bank Catholic 110-1. 2-Tiana Seabrook, Montclair Immaculate 100-3. 3-Faith Taraskus, St. Joseph (Hamm.) 92-0. 4-Jill Schurman, Eastern Christian 86-2. 5-Daniela Rogic, Morris Catholic 85-0. 6-Liz Felcyn, St. Joseph (Hamm.) 84-11. bbox=[1957, 956, 2282, 1008]
event-results-text: 1-Dana Thul, North Plainfield 129-5. 2-Julie Siebat-Johnson, Holmdel 123-1. 3-Damayra Mack, Bridgeton 120-8. 4-Brooke Durham, Haddonfield 117-10. 5-Cyndy Wilks, Bridgeton 116-8. 6-Mindy Gwietniewicz, Clearview 112-7. bbox=[442, 1029, 770, 1082]
event-results-text: 1-Aleah Williams, Montclair 23.75. 2-Mikele Barber, Montclair 24.07. 3-Lisa Barber, Montclair 24.20. 4-Kimberlee Turko, J.P. Stevens 25.06. 5-Delcita Russell, Hackensack 25.54. 6-Laia Mortimore, Atlantic City 25.77. bbox=[1210, 418, 1543, 471]
event-name: 200-METER DASH: bbox=[452, 419, 544, 431]
event-results-text: 1-Abbey Hartman, Ocean City 11:04.81. 2-Dara Crocker, Columbia 11:13.81. 3-Lauren Dunning, Toms River East 11:14.33. 4-Celeste Sedo, Ridgewood 11:25.40. 5-Kelly Behan, Ridgewood 11:25.67. 6-Cate Guiney, Middletown South 11:29.61. bbox=[1210, 636, 1543, 688]
event-name: 400-METER RUN: bbox=[452, 474, 541, 486]
results-text bbox=[442, 245, 770, 1137]
event-name: 100-METER DASH: bbox=[1967, 307, 2062, 319]
event-name: HIGH JUMP: bbox=[70, 794, 131, 807]
event-result bbox=[1210, 691, 1543, 757]
event-results-text: 1-Tamika Hall, Notre Dame 34-10½. 2-Melanie Campbell, 34-5¼. 3-Kelly Ann Charles, DePaul 34-3½. 4-Brigitte Walls, Pope John 33-4¼. 5-Melissa Webber, Msgr. Donovan 32-11¾. 6-Erica Rath, St. John Vianney 32-2. bbox=[1580, 886, 1911, 939]
event-result bbox=[60, 672, 395, 725]
event-name: LONG JUMP: bbox=[70, 848, 135, 860]
event-results-text: 1-Denisha Scott, St. Mary (J.C.) 25.10. 2-Mia Campo, St. Mary (J.C.) 25.61. 3-Monique Shylongteh, McCorristin 26.42. 4-Megan Winchell, Red Bank Catholic 26.62. 5-Langdon Williams, Newark Academy 26.66. 6-Christine Rothermel, Pingry 27.44. bbox=[1957, 360, 2282, 413]
event-result bbox=[442, 745, 770, 811]
event-name: JAVELIN: bbox=[1967, 1010, 2012, 1023]
event-name: SHOT PUT: bbox=[1967, 902, 2021, 914]
event-name: 100-METER DASH: bbox=[835, 374, 927, 387]
event-name: 1,600-METER RELAY (4x400): bbox=[452, 1085, 600, 1097]
event-result bbox=[1210, 988, 1543, 1041]
results-column-group-4 bbox=[1196, 196, 1557, 1390]
event-results-text: 1-Amy Beykirch, Pinelands 4:57.30. 2-Jessica Thomas, Point Pleasant Boro 5:05.0. 3-Meghann Ganey, Ridge 5:05.73. 4-Cheryl Bauer, Morris Hills 5:05.97. 5-Dana Satir, Ramsey 5:09.69. 6-Susie Cook, Haddonfield 5:13.96. bbox=[442, 581, 770, 634]
event-result bbox=[1210, 365, 1543, 418]
event-results-text: 1-Danielle Grady, Notre Dame 18-0½. 2-Erica DiStefano, Notre Dame 17-7¼. 3-Jennifer Wallace, Camden Catholic 17-3¾. 4-Tiffany Corry, Holy Cross 16-10¼. 5-Jain Ja Williams, Notre Dame 16-1½. 6-Jackie Goff, Paul VI 15-10¼. bbox=[1580, 831, 1911, 884]
event-name: 3,200-METER RUN: bbox=[1590, 602, 1685, 614]
event-name: 1,600-METER RUN: bbox=[1967, 537, 2066, 549]
event-results-text: 1-Tamika Toppin, South Plainfield 5-8. 2-Kathren Heide, Millburn 5-4. 3-Mecca Bailey, Collingswood 5-4. 4-Cheryl Burdick, Ramsey 5-2. 5-Elishia Troupe, North Plainfield 5-2. 6-Jodi Nykun, Mendham, and Dede Reed, Long Branch 5-2. bbox=[442, 812, 770, 864]
event-results-text: 1-Carlene Cummings, Englewood 14.68. 2-Sherese Price, Pleasantville 14.71. 3-Dierra Poland, Deptford 15.19. 4-Faith Nichols, Bridgeton 15.24. 5-Kristin Vai, Buena 15.56. 6-Chrystal Murphy, Hopewell Valley 15.74. bbox=[442, 690, 771, 743]
event-name: 1,600-METER RUN: bbox=[70, 564, 165, 576]
event-name: TEAMS: bbox=[1590, 250, 1629, 262]
event-results-text: 1-Notre Dame (Maria Falcone, Jessica Rosidivito, Kathleen McCabe and Cathy Mullen) 4:09.19. 2-Bishop Eustace 4:09.22. 3-Camden Catholic 4:10.48. 4-Holy Cross 4:12.65. 5-Paul VI 4:13.71. 6-St. John Vianney 4:13.83. bbox=[1580, 1049, 1911, 1102]
event-results-text: 1-Jain Ja Williams, Notre Dame 58.54. 2-Laura Bottalico, Bishop Eustace 1:01.16. 3-Regina Hendricks, Bishop Eustace 1:01.67. 4-Jennifer Wallace, Camden Catholic 1:01.70. 5-Jenn Brown, Bishop Eustace 1:01.73. 6-Nicole Pino, Paul VI 1:01.82. bbox=[1580, 438, 1911, 491]
event-name: 800-METER RUN: bbox=[70, 510, 155, 522]
event-name: 400-METER INTERMEDIATE HURDLES: bbox=[1967, 726, 2157, 738]
event-results-text: 1-Lorena Adams, Manchester Township 2:15.49. 2-Kaneisha Campbell, Lakewood 2:17.57. 3-Vernick Smith, Camden 2:17.59. 4-Megan Schwartz, Morristown 2:18.01. 5-Kristin Mikita, Franklin 2:18.62. 6-Julie Culley, North Hunterdon 2:19.77. bbox=[826, 536, 1154, 589]
event-result bbox=[826, 700, 1154, 766]
event-result bbox=[1957, 360, 2282, 413]
event-results-text: 1-Dara Crocker, Columbia 2:13.34. 2-Natalie Deffenbaugh, Columbia 2:13.66. 3-Tara Debrielle, Overbrook 2:15.02. 4-Shauna McFadzean, Columbia 2:16.31. 5-Suzanne Schild, Middletown South 2:16.98. 6-Claudine Evangelista, Triton 2:17.64. bbox=[1210, 528, 1543, 580]
event-results-text: 1-Notre Dame 167. 2-Holy Cross 45. 3-Bishop Eustace 44. 4-Camden Catholic 26. 5-Holy Angels 24. 6-Pope John 23. 7-Holy Spirit 20. 8-Msgr. Donovan and St. John Vianney 19. 10-Paul VI 15. 11-Paramus Catholic 13. 12-Immaculate Heart 8. 13-DePaul 6. 14-St. Dominic 4. 15-Gloucester Catholic 1. bbox=[1580, 250, 1911, 315]
